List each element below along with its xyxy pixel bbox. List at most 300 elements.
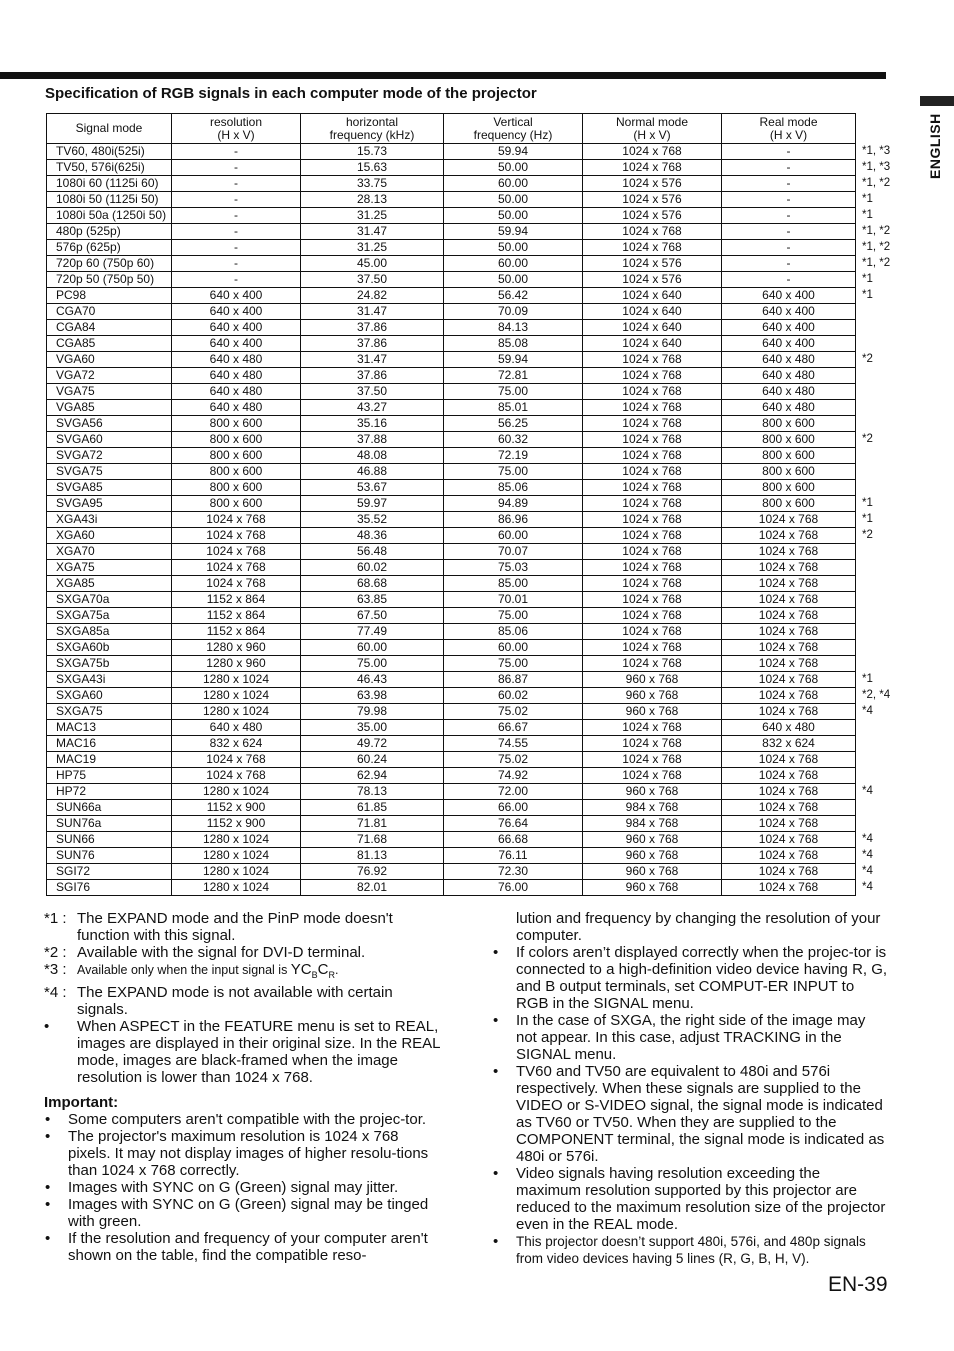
table-row (47, 544, 899, 560)
cell-horizontal-frequency: 53.67 (301, 480, 444, 496)
cell-note: *4 (862, 833, 873, 845)
cell-resolution: - (172, 240, 301, 256)
footnote-text: The EXPAND mode and the PinP mode doesn't function with this signal. (77, 910, 393, 944)
table-row (47, 816, 899, 832)
cell-signal-mode: 480p (525p) (47, 224, 172, 240)
cell-signal-mode: CGA85 (47, 336, 172, 352)
cell-vertical-frequency: 59.94 (444, 224, 583, 240)
right-bullet-item (492, 944, 888, 1012)
cell-real-mode: 640 x 480 (722, 400, 856, 416)
table-header-row (47, 114, 899, 144)
table-row (47, 672, 899, 688)
cell-note (856, 624, 899, 640)
right-bullet-item (492, 1063, 888, 1165)
header-real-mode: Real mode (H x V) (722, 114, 856, 144)
cell-signal-mode: 1080i 60 (1125i 60) (47, 176, 172, 192)
continuation-line: lution and frequency by changing the resolution of your computer. (516, 910, 881, 944)
cell-horizontal-frequency: 56.48 (301, 544, 444, 560)
cell-note (856, 400, 899, 416)
cell-horizontal-frequency: 46.88 (301, 464, 444, 480)
cell-horizontal-frequency: 79.98 (301, 704, 444, 720)
cell-resolution: 800 x 600 (172, 496, 301, 512)
bullet: • (45, 1230, 51, 1247)
cell-resolution: 800 x 600 (172, 432, 301, 448)
table-row (47, 432, 899, 448)
cell-note: *4 (862, 705, 873, 717)
cell-horizontal-frequency: 48.36 (301, 528, 444, 544)
cell-resolution: 1280 x 1024 (172, 704, 301, 720)
cell-horizontal-frequency: 24.82 (301, 288, 444, 304)
cell-note (856, 576, 899, 592)
cell-signal-mode: SXGA85a (47, 624, 172, 640)
right-bullet-item (492, 1233, 888, 1267)
cell-normal-mode: 1024 x 768 (583, 576, 722, 592)
cell-signal-mode: SGI72 (47, 864, 172, 880)
cell-normal-mode: 1024 x 768 (583, 544, 722, 560)
cell-horizontal-frequency: 28.13 (301, 192, 444, 208)
cell-note: *2, *4 (862, 689, 891, 701)
cell-signal-mode: XGA70 (47, 544, 172, 560)
cell-horizontal-frequency: 31.25 (301, 240, 444, 256)
cell-real-mode: 640 x 400 (722, 304, 856, 320)
cell-note: *1, *3 (862, 145, 891, 157)
cell-real-mode: 1024 x 768 (722, 528, 856, 544)
important-item (44, 1128, 444, 1179)
important-item (44, 1179, 444, 1196)
cell-note: *2 (862, 433, 873, 445)
language-tab (918, 96, 954, 184)
cell-normal-mode: 1024 x 768 (583, 496, 722, 512)
cell-vertical-frequency: 84.13 (444, 320, 583, 336)
cell-note: *4 (862, 865, 873, 877)
table-row (47, 288, 899, 304)
cell-normal-mode: 1024 x 768 (583, 528, 722, 544)
cell-normal-mode: 1024 x 768 (583, 560, 722, 576)
cell-vertical-frequency: 60.00 (444, 176, 583, 192)
cell-horizontal-frequency: 31.47 (301, 224, 444, 240)
signal-spec-table (46, 113, 899, 896)
cell-signal-mode: CGA84 (47, 320, 172, 336)
cell-real-mode: - (722, 256, 856, 272)
cell-real-mode: 1024 x 768 (722, 832, 856, 848)
cell-real-mode: 832 x 624 (722, 736, 856, 752)
table-row (47, 144, 899, 160)
right-bullet-item (492, 1012, 888, 1063)
cell-signal-mode: SUN66 (47, 832, 172, 848)
cell-vertical-frequency: 66.00 (444, 800, 583, 816)
important-item-text: Images with SYNC on G (Green) signal may jitter. (68, 1179, 399, 1196)
cell-real-mode: 1024 x 768 (722, 544, 856, 560)
cell-horizontal-frequency: 63.98 (301, 688, 444, 704)
cell-signal-mode: TV60, 480i(525i) (47, 144, 172, 160)
cell-signal-mode: 720p 50 (750p 50) (47, 272, 172, 288)
table-row (47, 272, 899, 288)
cell-normal-mode: 1024 x 768 (583, 416, 722, 432)
cell-note: *1, *2 (862, 225, 891, 237)
cell-resolution: 1024 x 768 (172, 544, 301, 560)
important-item-text: Some computers aren't compatible with the projec-tor. (68, 1111, 427, 1128)
cell-horizontal-frequency: 60.24 (301, 752, 444, 768)
cell-vertical-frequency: 70.09 (444, 304, 583, 320)
cell-resolution: 1280 x 1024 (172, 848, 301, 864)
important-item (44, 1196, 444, 1230)
cell-vertical-frequency: 72.30 (444, 864, 583, 880)
table-row (47, 704, 899, 720)
aspect-note (44, 1018, 444, 1086)
table-row (47, 560, 899, 576)
table-row (47, 528, 899, 544)
cell-note: *1 (862, 273, 873, 285)
important-heading: Important: (44, 1094, 119, 1111)
cell-signal-mode: MAC16 (47, 736, 172, 752)
cell-note: *2 (862, 353, 873, 365)
page-number: EN-39 (828, 1273, 888, 1296)
cell-resolution: 1152 x 900 (172, 800, 301, 816)
cell-horizontal-frequency: 76.92 (301, 864, 444, 880)
cell-vertical-frequency: 60.00 (444, 528, 583, 544)
cell-note: *2 (862, 529, 873, 541)
cell-real-mode: - (722, 192, 856, 208)
cell-resolution: 1280 x 1024 (172, 672, 301, 688)
footnote-1 (44, 910, 444, 944)
cell-note (856, 416, 899, 432)
cell-note (856, 752, 899, 768)
cell-real-mode: 1024 x 768 (722, 688, 856, 704)
cell-horizontal-frequency: 81.13 (301, 848, 444, 864)
cell-normal-mode: 1024 x 768 (583, 768, 722, 784)
cell-resolution: 1280 x 1024 (172, 864, 301, 880)
cell-horizontal-frequency: 37.86 (301, 368, 444, 384)
cell-note (856, 384, 899, 400)
cell-real-mode: 1024 x 768 (722, 672, 856, 688)
language-label: ENGLISH (927, 113, 943, 179)
cell-resolution: 800 x 600 (172, 480, 301, 496)
cell-signal-mode: SUN76 (47, 848, 172, 864)
cell-horizontal-frequency: 37.50 (301, 384, 444, 400)
right-bullet-text: Video signals having resolution exceeding the maximum resolution supported by this projector are reduced to the maximum resolution size of the projector even in the REAL mode. (516, 1165, 886, 1233)
ycbcr-symbol: $YC_BC_R$. (290, 961, 339, 980)
cell-real-mode: - (722, 224, 856, 240)
cell-vertical-frequency: 56.42 (444, 288, 583, 304)
cell-note: *1 (862, 193, 873, 205)
cell-vertical-frequency: 76.00 (444, 880, 583, 896)
cell-signal-mode: 720p 60 (750p 60) (47, 256, 172, 272)
cell-resolution: 1280 x 1024 (172, 688, 301, 704)
cell-vertical-frequency: 60.32 (444, 432, 583, 448)
cell-horizontal-frequency: 45.00 (301, 256, 444, 272)
cell-note (856, 720, 899, 736)
cell-note (856, 320, 899, 336)
right-bullet-text: TV60 and TV50 are equivalent to 480i and 576i respectively. When these signals are supplied to the VIDEO or S-VIDEO signal, the signal mode is indicated as TV60 or TV50. When they are supplied to the COMPONENT terminal, the signal mode is indicated as 480i or 576i. (516, 1063, 885, 1165)
cell-vertical-frequency: 72.00 (444, 784, 583, 800)
section-title: Specification of RGB signals in each computer mode of the projector (45, 85, 537, 102)
cell-horizontal-frequency: 31.25 (301, 208, 444, 224)
table-row (47, 352, 899, 368)
cell-resolution: 640 x 480 (172, 720, 301, 736)
cell-normal-mode: 1024 x 640 (583, 336, 722, 352)
cell-vertical-frequency: 72.19 (444, 448, 583, 464)
cell-note: *1 (862, 513, 873, 525)
footnote-key: *4 : (44, 984, 67, 1001)
bullet: • (493, 1233, 499, 1250)
cell-horizontal-frequency: 15.73 (301, 144, 444, 160)
table-row (47, 224, 899, 240)
header-vertical-frequency: Vertical frequency (Hz) (444, 114, 583, 144)
footnote-key: *3 : (44, 961, 67, 978)
cell-normal-mode: 960 x 768 (583, 704, 722, 720)
cell-real-mode: 640 x 480 (722, 720, 856, 736)
cell-vertical-frequency: 60.00 (444, 256, 583, 272)
cell-horizontal-frequency: 77.49 (301, 624, 444, 640)
cell-real-mode: 800 x 600 (722, 448, 856, 464)
cell-note (856, 640, 899, 656)
footnote-key: *2 : (44, 944, 67, 961)
cell-resolution: - (172, 208, 301, 224)
cell-horizontal-frequency: 37.86 (301, 320, 444, 336)
cell-note: *1, *2 (862, 241, 891, 253)
cell-normal-mode: 1024 x 768 (583, 736, 722, 752)
cell-signal-mode: SVGA72 (47, 448, 172, 464)
cell-normal-mode: 984 x 768 (583, 800, 722, 816)
cell-resolution: 800 x 600 (172, 416, 301, 432)
footnote-text: Available with the signal for DVI-D terminal. (77, 944, 366, 961)
cell-normal-mode: 1024 x 768 (583, 480, 722, 496)
cell-resolution: 1024 x 768 (172, 576, 301, 592)
right-bullet-text: In the case of SXGA, the right side of the image may not appear. In this case, adjust TRACKING in the SIGNAL menu. (516, 1012, 866, 1063)
table-row (47, 592, 899, 608)
cell-horizontal-frequency: 68.68 (301, 576, 444, 592)
important-item-text: Images with SYNC on G (Green) signal may be tinged with green. (68, 1196, 429, 1230)
cell-real-mode: 1024 x 768 (722, 560, 856, 576)
cell-signal-mode: SVGA75 (47, 464, 172, 480)
cell-normal-mode: 960 x 768 (583, 784, 722, 800)
right-bullet-text: If colors aren’t displayed correctly when the projec-tor is connected to a high-definition video device having R, G, and B output terminals, set COMPUT-ER INPUT to RGB in the SIGNAL menu. (516, 944, 888, 1012)
cell-note: *1 (862, 289, 873, 301)
cell-signal-mode: MAC19 (47, 752, 172, 768)
cell-signal-mode: MAC13 (47, 720, 172, 736)
cell-resolution: - (172, 224, 301, 240)
cell-vertical-frequency: 70.07 (444, 544, 583, 560)
cell-real-mode: 1024 x 768 (722, 800, 856, 816)
cell-resolution: 1152 x 900 (172, 816, 301, 832)
cell-note (856, 608, 899, 624)
cell-note (856, 816, 899, 832)
important-item (44, 1230, 444, 1264)
cell-normal-mode: 1024 x 768 (583, 720, 722, 736)
cell-normal-mode: 1024 x 640 (583, 320, 722, 336)
cell-resolution: - (172, 160, 301, 176)
table-row (47, 256, 899, 272)
cell-signal-mode: SVGA95 (47, 496, 172, 512)
cell-normal-mode: 1024 x 768 (583, 432, 722, 448)
cell-normal-mode: 1024 x 768 (583, 160, 722, 176)
cell-horizontal-frequency: 63.85 (301, 592, 444, 608)
header-normal-mode: Normal mode (H x V) (583, 114, 722, 144)
cell-signal-mode: SXGA75b (47, 656, 172, 672)
cell-normal-mode: 1024 x 576 (583, 256, 722, 272)
cell-resolution: 640 x 400 (172, 288, 301, 304)
bullet: • (45, 1179, 51, 1196)
cell-signal-mode: PC98 (47, 288, 172, 304)
language-tab-marker (920, 96, 954, 106)
cell-real-mode: - (722, 176, 856, 192)
cell-real-mode: 1024 x 768 (722, 848, 856, 864)
important-list (44, 1111, 444, 1264)
cell-horizontal-frequency: 82.01 (301, 880, 444, 896)
cell-vertical-frequency: 94.89 (444, 496, 583, 512)
cell-resolution: 640 x 480 (172, 352, 301, 368)
cell-normal-mode: 960 x 768 (583, 880, 722, 896)
cell-signal-mode: SXGA60b (47, 640, 172, 656)
cell-normal-mode: 1024 x 576 (583, 192, 722, 208)
cell-signal-mode: TV50, 576i(625i) (47, 160, 172, 176)
cell-resolution: 1152 x 864 (172, 592, 301, 608)
table-row (47, 512, 899, 528)
cell-normal-mode: 984 x 768 (583, 816, 722, 832)
header-signal-mode: Signal mode (47, 114, 172, 144)
cell-resolution: 1024 x 768 (172, 752, 301, 768)
cell-normal-mode: 1024 x 768 (583, 224, 722, 240)
cell-signal-mode: SXGA70a (47, 592, 172, 608)
cell-horizontal-frequency: 59.97 (301, 496, 444, 512)
cell-vertical-frequency: 85.00 (444, 576, 583, 592)
cell-signal-mode: VGA75 (47, 384, 172, 400)
bullet: • (45, 1111, 51, 1128)
cell-real-mode: 1024 x 768 (722, 576, 856, 592)
bullet: • (493, 1165, 499, 1182)
cell-real-mode: 800 x 600 (722, 432, 856, 448)
right-bullet-list (492, 944, 888, 1267)
cell-real-mode: 1024 x 768 (722, 768, 856, 784)
cell-resolution: - (172, 176, 301, 192)
important-item-text: If the resolution and frequency of your computer aren't shown on the table, find the compatible reso- (68, 1230, 428, 1264)
table-row (47, 448, 899, 464)
table-body (47, 144, 899, 896)
cell-normal-mode: 960 x 768 (583, 672, 722, 688)
cell-note (856, 448, 899, 464)
cell-note (856, 800, 899, 816)
cell-resolution: 1280 x 1024 (172, 880, 301, 896)
cell-resolution: 1024 x 768 (172, 528, 301, 544)
cell-vertical-frequency: 70.01 (444, 592, 583, 608)
cell-resolution: - (172, 192, 301, 208)
cell-note (856, 368, 899, 384)
cell-real-mode: 1024 x 768 (722, 704, 856, 720)
cell-note: *1, *2 (862, 257, 891, 269)
table-row (47, 496, 899, 512)
cell-horizontal-frequency: 46.43 (301, 672, 444, 688)
cell-normal-mode: 1024 x 768 (583, 384, 722, 400)
cell-vertical-frequency: 50.00 (444, 240, 583, 256)
table-row (47, 240, 899, 256)
cell-note: *4 (862, 881, 873, 893)
cell-real-mode: 1024 x 768 (722, 752, 856, 768)
cell-horizontal-frequency: 35.16 (301, 416, 444, 432)
table-row (47, 656, 899, 672)
cell-real-mode: - (722, 144, 856, 160)
cell-vertical-frequency: 86.87 (444, 672, 583, 688)
cell-normal-mode: 1024 x 768 (583, 656, 722, 672)
right-bullet-item (492, 1165, 888, 1233)
cell-horizontal-frequency: 78.13 (301, 784, 444, 800)
table-row (47, 848, 899, 864)
cell-real-mode: 640 x 480 (722, 384, 856, 400)
cell-resolution: 1152 x 864 (172, 624, 301, 640)
cell-resolution: 832 x 624 (172, 736, 301, 752)
cell-vertical-frequency: 75.00 (444, 656, 583, 672)
cell-resolution: 1024 x 768 (172, 560, 301, 576)
bullet: • (493, 1012, 499, 1029)
cell-signal-mode: SVGA85 (47, 480, 172, 496)
table-row (47, 608, 899, 624)
cell-note (856, 480, 899, 496)
cell-real-mode: 1024 x 768 (722, 624, 856, 640)
header-resolution: resolution (H x V) (172, 114, 301, 144)
cell-horizontal-frequency: 37.88 (301, 432, 444, 448)
cell-note (856, 304, 899, 320)
cell-resolution: - (172, 144, 301, 160)
bullet: • (44, 1018, 50, 1035)
cell-real-mode: 1024 x 768 (722, 608, 856, 624)
cell-vertical-frequency: 75.00 (444, 384, 583, 400)
cell-normal-mode: 1024 x 576 (583, 176, 722, 192)
cell-note: *1 (862, 673, 873, 685)
cell-real-mode: 1024 x 768 (722, 512, 856, 528)
cell-real-mode: - (722, 272, 856, 288)
cell-vertical-frequency: 75.03 (444, 560, 583, 576)
table-row (47, 176, 899, 192)
cell-real-mode: 640 x 480 (722, 368, 856, 384)
cell-resolution: 1152 x 864 (172, 608, 301, 624)
table-row (47, 304, 899, 320)
cell-normal-mode: 1024 x 576 (583, 208, 722, 224)
cell-note (856, 336, 899, 352)
cell-horizontal-frequency: 15.63 (301, 160, 444, 176)
cell-normal-mode: 1024 x 768 (583, 464, 722, 480)
cell-signal-mode: HP72 (47, 784, 172, 800)
footnote-4 (44, 984, 444, 1018)
cell-normal-mode: 1024 x 768 (583, 144, 722, 160)
cell-resolution: 1024 x 768 (172, 512, 301, 528)
cell-vertical-frequency: 75.02 (444, 704, 583, 720)
important-item-text: The projector's maximum resolution is 1024 x 768 pixels. It may not display images of higher resolu-tions than 1024 x 768 correctly. (68, 1128, 429, 1179)
table-row (47, 336, 899, 352)
cell-resolution: 640 x 400 (172, 336, 301, 352)
cell-vertical-frequency: 60.00 (444, 640, 583, 656)
cell-vertical-frequency: 60.02 (444, 688, 583, 704)
cell-vertical-frequency: 75.00 (444, 464, 583, 480)
cell-note (856, 544, 899, 560)
cell-real-mode: 1024 x 768 (722, 816, 856, 832)
table-row (47, 736, 899, 752)
cell-horizontal-frequency: 35.52 (301, 512, 444, 528)
cell-vertical-frequency: 85.01 (444, 400, 583, 416)
cell-horizontal-frequency: 37.50 (301, 272, 444, 288)
cell-horizontal-frequency: 60.00 (301, 640, 444, 656)
cell-note: *4 (862, 785, 873, 797)
cell-signal-mode: SUN76a (47, 816, 172, 832)
cell-normal-mode: 1024 x 768 (583, 240, 722, 256)
cell-signal-mode: SVGA60 (47, 432, 172, 448)
cell-real-mode: - (722, 208, 856, 224)
cell-signal-mode: 1080i 50a (1250i 50) (47, 208, 172, 224)
table-row (47, 480, 899, 496)
table-row (47, 384, 899, 400)
header-note-spacer (856, 114, 899, 144)
cell-vertical-frequency: 75.00 (444, 608, 583, 624)
cell-signal-mode: SXGA75 (47, 704, 172, 720)
table-row (47, 832, 899, 848)
